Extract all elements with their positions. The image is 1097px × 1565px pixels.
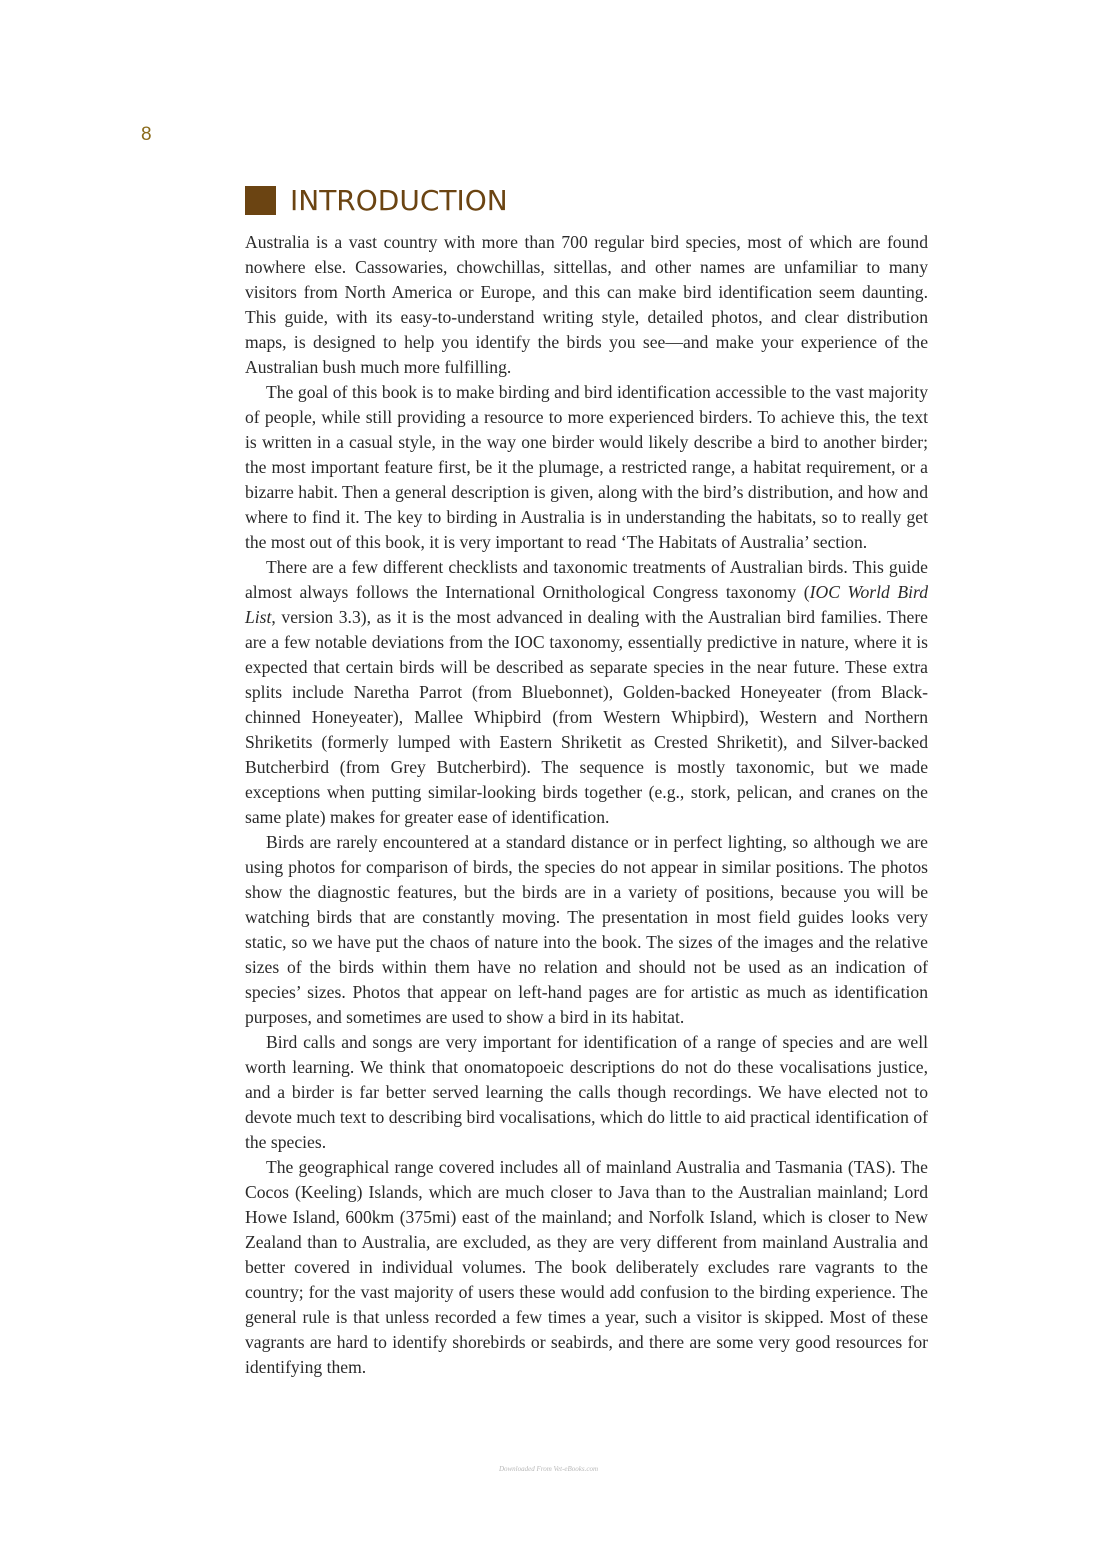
watermark: Downloaded From Vet-eBooks.com — [498, 1465, 599, 1473]
paragraph-2: The goal of this book is to make birding and bird identification accessible to the vast majority of people, while still providing a resource to more experienced birders. To achieve this, the text is written in a casual style, in the way one birder would likely describe a bird to another birder; the most important feature first, be it the plumage, a restricted range, a habitat requirement, or a bizarre habit. Then a general description is given, along with the bird’s distribution, and how and where to find it. The key to birding in Australia is in understanding the habitats, so to really get the most out of this book, it is very important to read ‘The Habitats of Australia’ section. — [245, 382, 928, 552]
page-number: 8 — [141, 124, 152, 145]
paragraph-3-text-before: There are a few different checklists and taxonomic treatments of Australian birds. This guide almost always follows the International Ornithological Congress taxonomy ( — [245, 557, 928, 602]
section-heading — [245, 184, 508, 217]
paragraph-3 — [245, 555, 928, 830]
body-text — [245, 230, 928, 1380]
paragraph-6: The geographical range covered includes all of mainland Australia and Tasmania (TAS). The Cocos (Keeling) Islands, which are much closer to Java than to the Australian mainland; Lord Howe Island, 600km (375mi) east of the mainland; and Norfolk Island, which is closer to New Zealand than to Australia, are excluded, as they are very different from mainland Australia and better covered in individual volumes. The book deliberately excludes rare vagrants to the country; for the vast majority of users these would add confusion to the birding experience. The general rule is that unless recorded a few times a year, such a visitor is skipped. Most of these vagrants are hard to identify shorebirds or seabirds, and there are some very good resources for identifying them. — [245, 1157, 928, 1377]
heading-square-marker — [245, 186, 276, 215]
heading-title: INTRODUCTION — [290, 184, 508, 217]
paragraph-5: Bird calls and songs are very important for identification of a range of species and are well worth learning. We think that onomatopoeic descriptions do not do these vocalisations justice, and a birder is far better served learning the calls though recordings. We have elected not to devote much text to describing bird vocalisations, which do little to aid practical identification of the species. — [245, 1032, 928, 1152]
paragraph-4: Birds are rarely encountered at a standard distance or in perfect lighting, so although we are using photos for comparison of birds, the species do not appear in similar positions. The photos show the diagnostic features, but the birds are in a variety of positions, because you will be watching birds that are constantly moving. The presentation in most field guides looks very static, so we have put the chaos of nature into the book. The sizes of the images and the relative sizes of the birds within them have no relation and should not be used as an indication of species’ sizes. Photos that appear on left-hand pages are for artistic as much as identification purposes, and sometimes are used to show a bird in its habitat. — [245, 832, 928, 1027]
paragraph-3-italic-title: IOC World Bird List — [245, 582, 929, 627]
paragraph-1: Australia is a vast country with more than 700 regular bird species, most of which are found nowhere else. Cassowaries, chowchillas, sittellas, and other names are unfamiliar to many visitors from North America or Europe, and this can make bird identification seem daunting. This guide, with its easy-to-understand writing style, detailed photos, and clear distribution maps, is designed to help you identify the birds you see—and make your experience of the Australian bush much more fulfilling. — [245, 232, 928, 377]
paragraph-3-text-after: , version 3.3), as it is the most advanced in dealing with the Australian bird families. There are a few notable deviations from the IOC taxonomy, essentially predictive in nature, where it is expected that certain birds will be described as separate species in the near future. These extra splits include Naretha Parrot (from Bluebonnet), Golden-backed Honeyeater (from Black-chinned Honeyeater), Mallee Whipbird (from Western Whipbird), Western and Northern Shriketits (formerly lumped with Eastern Shriketit as Crested Shriketit), and Silver-backed Butcherbird (from Grey Butcherbird). The sequence is mostly taxonomic, but we made exceptions when putting similar-looking birds together (e.g., stork, pelican, and cranes on the same plate) makes for greater ease of identification. — [245, 607, 928, 827]
